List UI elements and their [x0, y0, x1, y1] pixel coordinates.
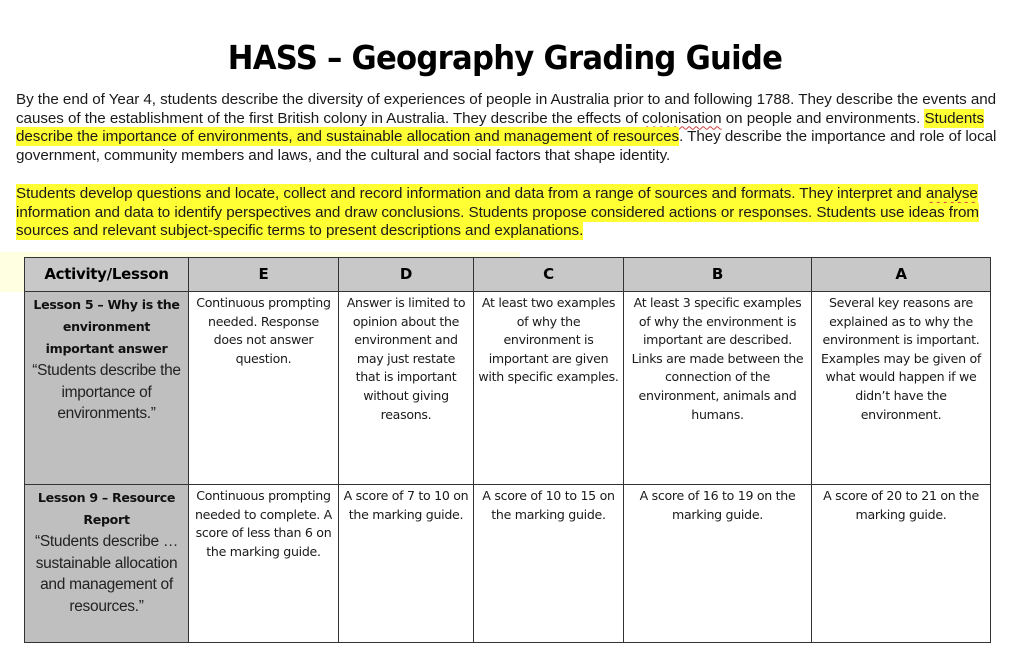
- criteria-cell-a: Several key reasons are explained as to why the environment is important. Examples may be given of what would happen if we didn’t have the environment.: [812, 292, 991, 485]
- paragraph-text: By the end of Year 4, students describe the diversity of experiences of people in Australia prior to and following 1788. They describe the events and causes of the establishment of the first British colony in Australia. They describe the effects of: [16, 91, 997, 127]
- highlighted-text: Students describe the importance of environments, and sustainable allocation and management of resources: [16, 109, 985, 145]
- header-grade-e: E: [189, 258, 339, 292]
- lesson-quote: “Students describe the importance of environments.”: [32, 362, 181, 422]
- spellcheck-flagged-word[interactable]: analyse: [925, 185, 978, 202]
- lesson-cell: [25, 485, 189, 643]
- criteria-cell-c: A score of 10 to 15 on the marking guide.: [474, 485, 624, 643]
- criteria-cell-b: A score of 16 to 19 on the marking guide.: [624, 485, 812, 643]
- achievement-standard-paragraph: [16, 91, 1008, 165]
- grading-table: [24, 257, 991, 643]
- paragraph-text: . They describe the importance and role of local government, community members and laws, and the cultural and social factors that shape identity.: [16, 128, 997, 164]
- criteria-cell-e: Continuous prompting needed. Response does not answer question.: [189, 292, 339, 485]
- spellcheck-flagged-word[interactable]: colonisation: [641, 109, 722, 127]
- header-activity-lesson: Activity/Lesson: [25, 258, 189, 292]
- criteria-cell-c: At least two examples of why the environment is important are given with specific examples.: [474, 292, 624, 485]
- lesson-title: Lesson 5 – Why is the environment important answer: [33, 297, 180, 356]
- header-grade-b: B: [624, 258, 812, 292]
- table-row: [25, 292, 991, 485]
- header-grade-c: C: [474, 258, 624, 292]
- criteria-cell-d: Answer is limited to opinion about the environment and may just restate that is important without giving reasons.: [339, 292, 474, 485]
- paragraph-text: on people and environments.: [721, 109, 925, 127]
- lesson-quote: “Students describe … sustainable allocation and management of resources.”: [34, 533, 179, 615]
- criteria-cell-b: At least 3 specific examples of why the environment is important are described. Links are made between the connection of the environment, animals and humans.: [624, 292, 812, 485]
- document-title: HASS – Geography Grading Guide: [227, 38, 783, 77]
- highlighted-text: Students develop questions and locate, collect and record information and data from a range of sources and formats. They interpret and: [16, 185, 926, 202]
- header-grade-a: A: [812, 258, 991, 292]
- highlighted-text: information and data to identify perspectives and draw conclusions. Students propose considered actions or responses. Students use ideas from sources and relevant subject-specific terms to present descriptions and explanations.: [16, 203, 979, 239]
- table-row: [25, 485, 991, 643]
- lesson-cell: [25, 292, 189, 485]
- lesson-title: Lesson 9 – Resource Report: [37, 490, 176, 527]
- table-header-row: [25, 258, 991, 292]
- header-grade-d: D: [339, 258, 474, 292]
- criteria-cell-e: Continuous prompting needed to complete. A score of less than 6 on the marking guide.: [189, 485, 339, 643]
- criteria-cell-a: A score of 20 to 21 on the marking guide.: [812, 485, 991, 643]
- criteria-cell-d: A score of 7 to 10 on the marking guide.: [339, 485, 474, 643]
- skills-paragraph: [16, 185, 1008, 241]
